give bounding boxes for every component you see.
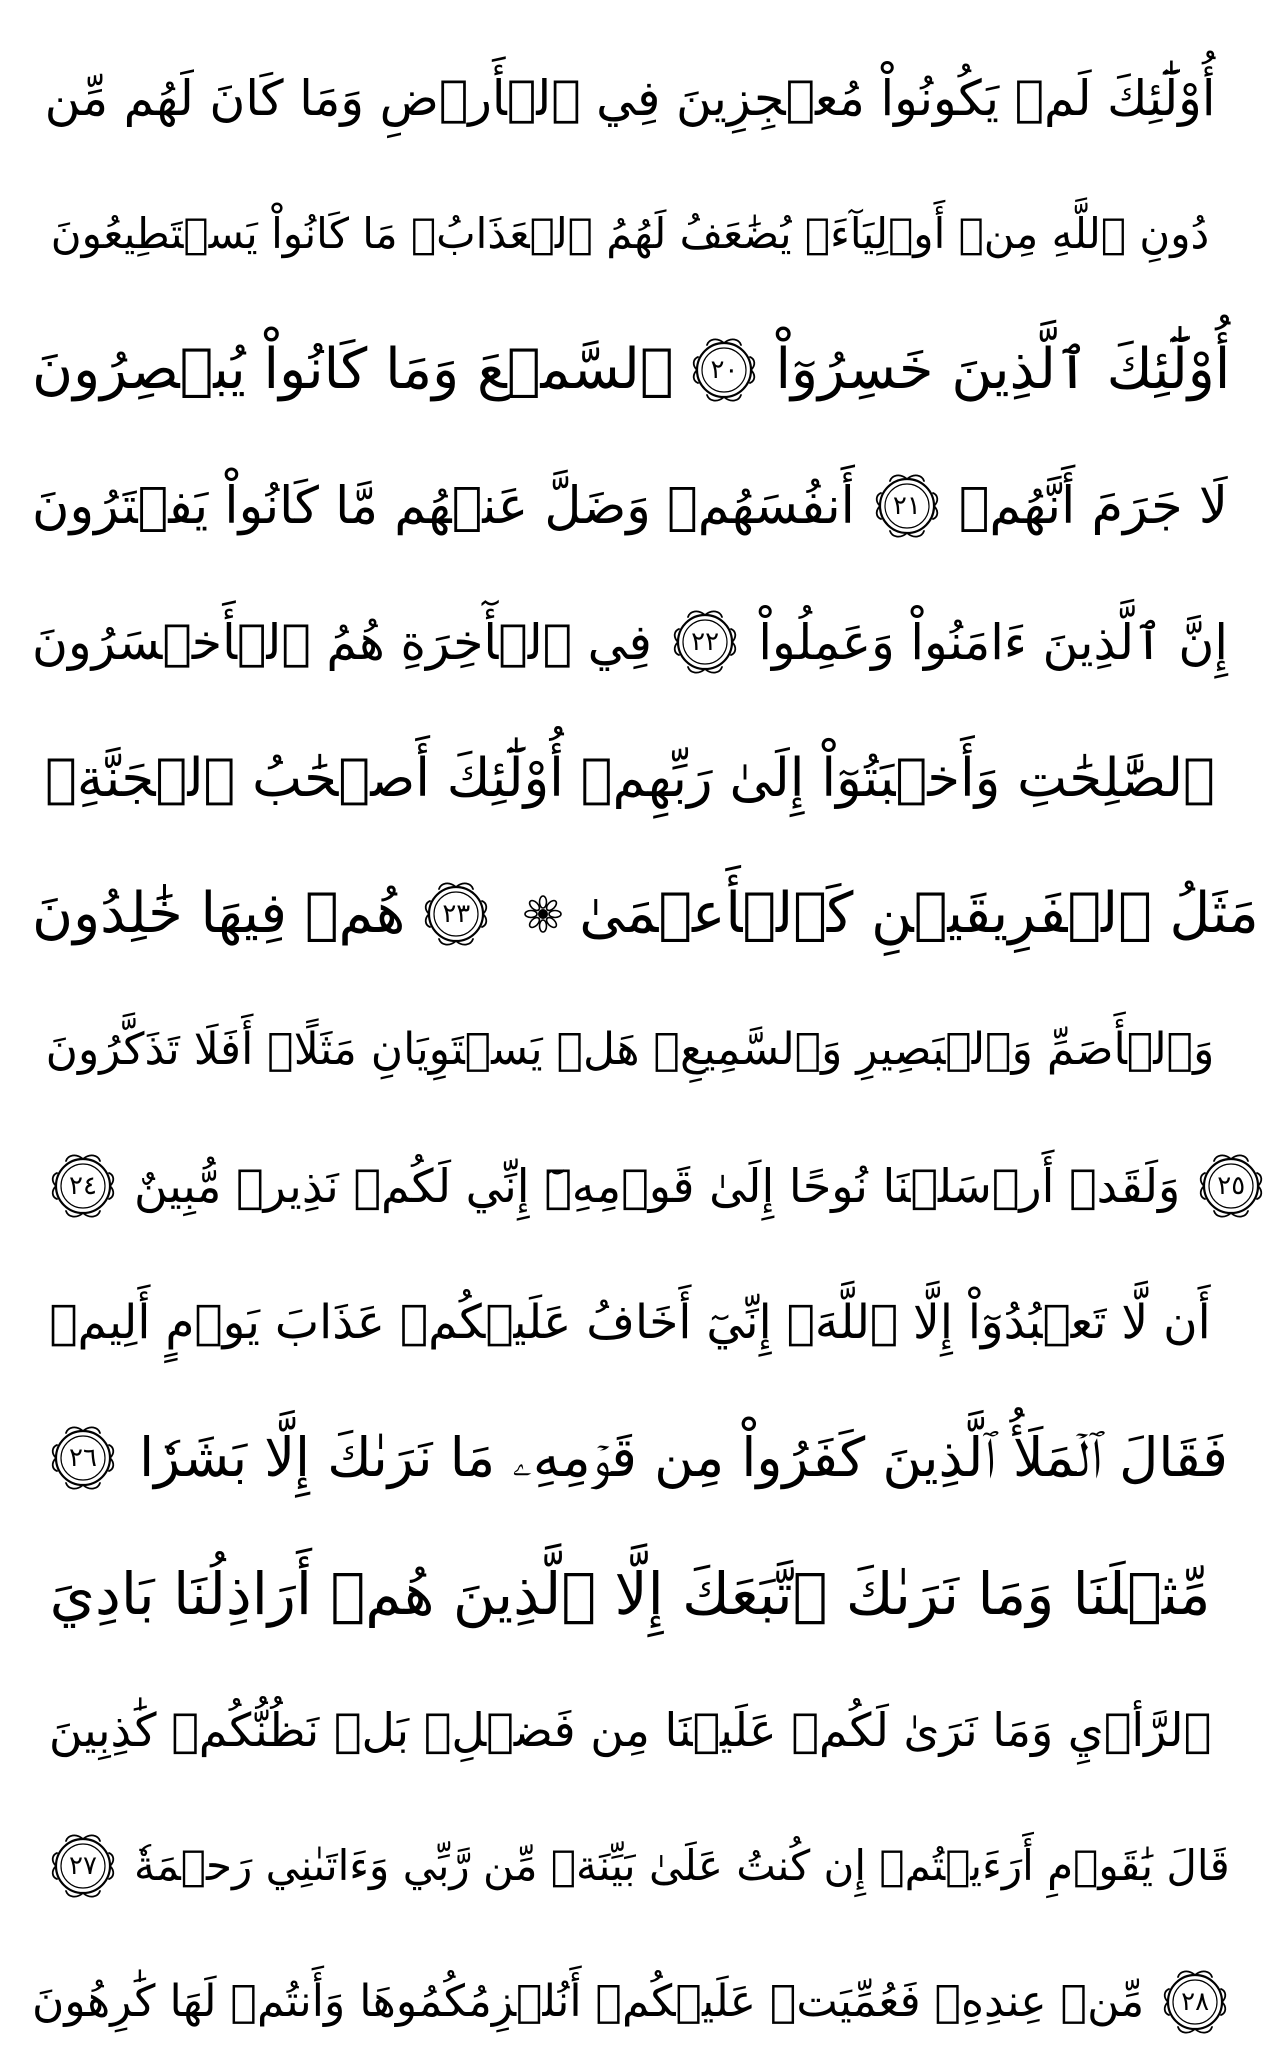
text-line [32,1118,1246,1254]
ayah-number: ٢٦ [69,1443,97,1473]
text-line [32,1390,1228,1526]
text-line [32,30,1228,166]
verse-text: أُوْلَٰٓئِكَ لَمۡ يَكُونُواْ مُعۡجِزِينَ فِي ٱلۡأَرۡضِ وَمَا كَانَ لَهُم مِّن [44,69,1216,127]
text-line [32,1526,1228,1662]
ayah-number: ٢١ [892,491,921,521]
ayah-end-marker [870,469,944,543]
ayah-end-marker [1194,1149,1268,1223]
ayah-end-marker [419,877,493,951]
ayah-end-marker [46,1829,120,1903]
text-line [32,1662,1228,1798]
verse-text: دُونِ ٱللَّهِ مِنۡ أَوۡلِيَآءَۘ يُضَٰعَفُ لَهُمُ ٱلۡعَذَابُۚ مَا كَانُواْ يَسۡتَطِيعُونَ [50,209,1210,258]
ayah-end-marker [46,1421,120,1495]
ayah-number: ٢٨ [1181,1987,1210,2017]
ayah-number: ٢٥ [1217,1171,1246,1201]
text-line [32,1934,1228,2070]
verse-text: مِّنۡ عِندِهِۦ فَعُمِّيَتۡ عَلَيۡكُمۡ أَنُلۡزِمُكُمُوهَا وَأَنتُمۡ لَهَا كَٰرِهُونَ [32,1976,1145,2027]
verse-text: قَالَ يَٰقَوۡمِ أَرَءَيۡتُمۡ إِن كُنتُ عَلَىٰ بَيِّنَةٖ مِّن رَّبِّي وَءَاتَىٰنِي رَحۡمَةٗ [134,1841,1230,1890]
verse-text: ٱلسَّمۡعَ وَمَا كَانُواْ يُبۡصِرُونَ [32,337,674,402]
ayah-number: ٢٣ [442,899,471,929]
text-line [32,710,1228,846]
verse-text: أُوْلَٰٓئِكَ ٱلَّذِينَ خَسِرُوٓاْ [775,337,1231,402]
verse-text: وَلَقَدۡ أَرۡسَلۡنَا نُوحًا إِلَىٰ قَوۡمِهِۦٓ إِنِّي لَكُمۡ نَذِيرٞ مُّبِينٌ [134,1159,1181,1213]
text-line [32,846,1259,982]
verse-text: ٱلصَّٰلِحَٰتِ وَأَخۡبَتُوٓاْ إِلَىٰ رَبِّهِمۡ أُوْلَٰٓئِكَ أَصۡحَٰبُ ٱلۡجَنَّةِۖ [45,747,1215,809]
text-line [32,1798,1228,1934]
text-line [32,166,1228,302]
verse-text: مِّثۡلَنَا وَمَا نَرَىٰكَ ٱتَّبَعَكَ إِلَّا ٱلَّذِينَ هُمۡ أَرَاذِلُنَا بَادِيَ [49,1560,1211,1628]
verse-text: فَقَالَ ٱلۡمَلَأُ ٱلَّذِينَ كَفَرُواْ مِن قَوۡمِهِۦ مَا نَرَىٰكَ إِلَّا بَشَرٗا [139,1426,1228,1489]
text-line [32,574,1228,710]
verse-text: أَن لَّا تَعۡبُدُوٓاْ إِلَّا ٱللَّهَۖ إِنِّيٓ أَخَافُ عَلَيۡكُمۡ عَذَابَ يَوۡمٍ أَلِيمٖ [49,1294,1211,1350]
ayah-number: ٢٢ [691,627,720,657]
verse-text: إِنَّ ٱلَّذِينَ ءَامَنُواْ وَعَمِلُواْ [758,613,1228,671]
ayah-end-marker [687,333,761,407]
ayah-end-marker [668,605,742,679]
ayah-end-marker [1158,1965,1232,2039]
verse-text: مَثَلُ ٱلۡفَرِيقَيۡنِ كَٱلۡأَعۡمَىٰ [579,881,1259,946]
verse-text: ٱلرَّأۡيِ وَمَا نَرَىٰ لَكُمۡ عَلَيۡنَا مِن فَضۡلِۢ بَلۡ نَظُنُّكُمۡ كَٰذِبِينَ [48,1703,1212,1757]
verse-text: أَنفُسَهُمۡ وَضَلَّ عَنۡهُم مَّا كَانُواْ يَفۡتَرُونَ [32,476,855,536]
text-line [32,302,1231,438]
verse-text: فِي ٱلۡأٓخِرَةِ هُمُ ٱلۡأَخۡسَرُونَ [32,613,652,671]
hizb-quarter-icon [519,890,567,938]
verse-text: هُمۡ فِيهَا خَٰلِدُونَ [32,881,406,946]
ayah-number: ٢٠ [710,355,739,385]
verse-text: وَٱلۡأَصَمِّ وَٱلۡبَصِيرِ وَٱلسَّمِيعِۚ هَلۡ يَسۡتَوِيَانِ مَثَلًاۚ أَفَلَا تَذَكَّرُونَ [45,1024,1215,1075]
verse-text: لَا جَرَمَ أَنَّهُمۡ [958,476,1228,536]
ayah-end-marker [46,1149,120,1223]
ayah-number: ٢٤ [69,1171,97,1201]
text-line [32,438,1228,574]
ayah-number: ٢٧ [69,1851,97,1881]
text-line [32,982,1228,1118]
text-line [32,1254,1228,1390]
